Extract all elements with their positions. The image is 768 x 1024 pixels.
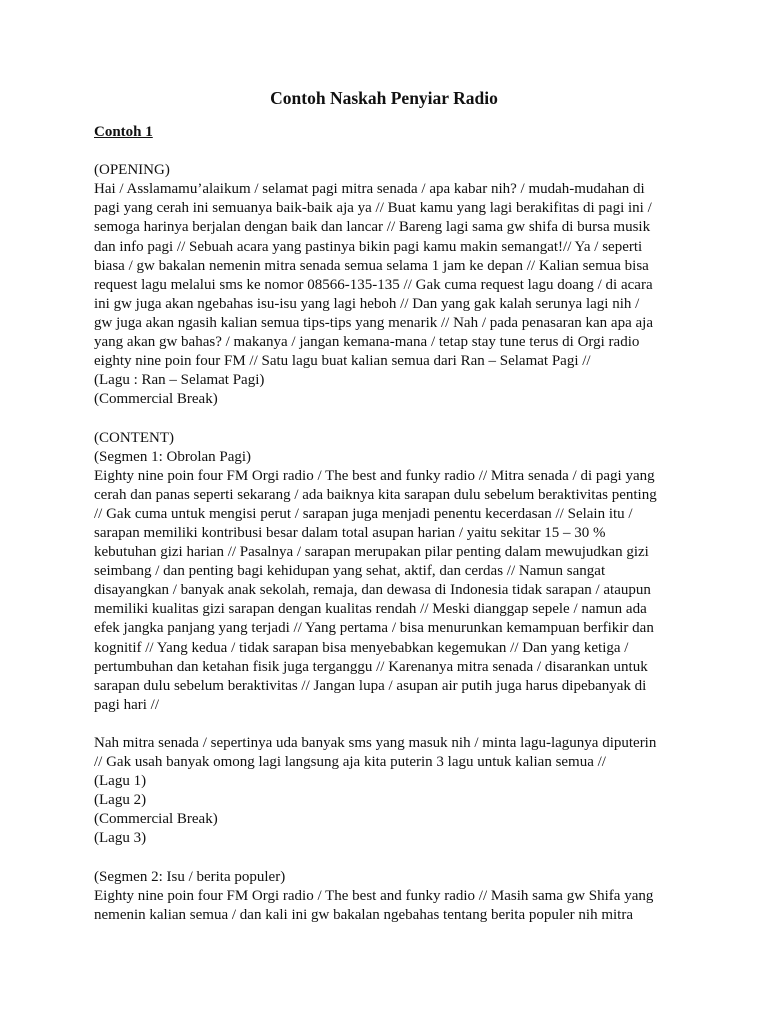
text-line: semoga harinya berjalan dengan baik dan lancar // Bareng lagi sama gw shifa di bursa musik <box>94 219 651 236</box>
text-line: nemenin kalian semua / dan kali ini gw bakalan ngebahas tentang berita populer nih mitra <box>94 906 633 923</box>
text-line: request lagu melalui sms ke nomor 08566-135-135 // Gak cuma request lagu doang / di acara <box>94 276 653 293</box>
text-line: Nah mitra senada / sepertinya uda banyak sms yang masuk nih / minta lagu-lagunya diputerin <box>94 735 657 751</box>
paragraph-gap <box>94 849 684 868</box>
text-line: kognitif // Yang kedua / tidak sarapan bisa menyebabkan kegemukan // Dan yang ketiga / <box>94 639 629 656</box>
document-body <box>94 123 684 925</box>
text-line: yang akan gw bahas? / makanya / jangan kemana-mana / tetap stay tune terus di Orgi radio <box>94 334 640 351</box>
text-line: memiliki kualitas gizi sarapan dengan kualitas rendah // Meski dianggap sepele / namun ada <box>94 601 647 618</box>
text-line: Hai / Asslamamu’alaikum / selamat pagi mitra senada / apa kabar nih? / mudah-mudahan di <box>94 181 645 198</box>
text-line: (Lagu : Ran – Selamat Pagi) <box>94 372 265 389</box>
text-line: (Lagu 2) <box>94 792 147 809</box>
text-line: (Segmen 2: Isu / berita populer) <box>94 868 286 885</box>
paragraph-gap <box>94 409 684 428</box>
text-line: dan info pagi // Sebuah acara yang pastinya bikin pagi kamu makin semangat!// Ya / seperti <box>94 238 643 255</box>
text-line: pertumbuhan dan ketahan fisik juga terganggu // Karenanya mitra senada / disarankan untuk <box>94 658 648 675</box>
text-line: gw juga akan ngasih kalian semua tips-tips yang menarik // Nah / pada penasaran kan apa aja <box>94 314 653 331</box>
text-line: pagi yang cerah ini semuanya baik-baik aja ya // Buat kamu yang lagi berakifitas di pagi ini / <box>94 200 652 217</box>
text-line: eighty nine poin four FM // Satu lagu buat kalian semua dari Ran – Selamat Pagi // <box>94 353 591 370</box>
text-line: // Gak cuma untuk mengisi perut / sarapan juga menjadi penentu kecerdasan // Selain itu / <box>94 505 633 522</box>
text-line: (OPENING) <box>94 162 170 179</box>
text-line: Eighty nine poin four FM Orgi radio / The best and funky radio // Mitra senada / di pagi yang <box>94 467 655 484</box>
text-line: seimbang / dan penting bagi kehidupan yang sehat, aktif, dan cerdas // Namun sangat <box>94 563 606 580</box>
text-line: (CONTENT) <box>94 429 174 446</box>
text-line: (Commercial Break) <box>94 811 218 828</box>
text-line: kebutuhan gizi harian // Pasalnya / sarapan merupakan pilar penting dalam mewujudkan gizi <box>94 544 649 561</box>
text-line: (Lagu 3) <box>94 830 147 847</box>
text-line: disayangkan / banyak anak sekolah, remaja, dan dewasa di Indonesia tidak sarapan / ataupun <box>94 582 651 599</box>
text-line: (Segmen 1: Obrolan Pagi) <box>94 448 252 465</box>
text-line: pagi hari // <box>94 696 159 713</box>
text-line: (Commercial Break) <box>94 391 218 408</box>
section-heading: Contoh 1 <box>94 124 153 140</box>
text-line: // Gak usah banyak omong lagi langsung aja kita puterin 3 lagu untuk kalian semua // <box>94 754 606 771</box>
text-line: biasa / gw bakalan nemenin mitra senada semua selama 1 jam ke depan // Kalian semua bisa <box>94 257 649 274</box>
document-title: Contoh Naskah Penyiar Radio <box>270 88 498 108</box>
paragraph-gap <box>94 715 684 734</box>
text-line: Eighty nine poin four FM Orgi radio / The best and funky radio // Masih sama gw Shifa yang <box>94 887 654 904</box>
text-line: sarapan memiliki kontribusi besar dalam total asupan harian / yaitu sekitar 15 – 30 % <box>94 524 606 541</box>
text-line: efek jangka panjang yang terjadi // Yang pertama / bisa menurunkan kemampuan berfikir dan <box>94 620 654 637</box>
text-line: sarapan dulu sebelum beraktivitas // Jangan lupa / asupan air putih juga harus dipebanyak di <box>94 677 647 694</box>
body-lines <box>94 142 684 925</box>
text-line: cerah dan panas seperti sekarang / ada baiknya kita sarapan dulu sebelum beraktivitas penting <box>94 486 657 503</box>
paragraph-gap <box>94 142 684 161</box>
text-line: ini gw juga akan ngebahas isu-isu yang lagi heboh // Dan yang gak kalah serunya lagi nih / <box>94 295 640 312</box>
text-line: (Lagu 1) <box>94 773 147 790</box>
